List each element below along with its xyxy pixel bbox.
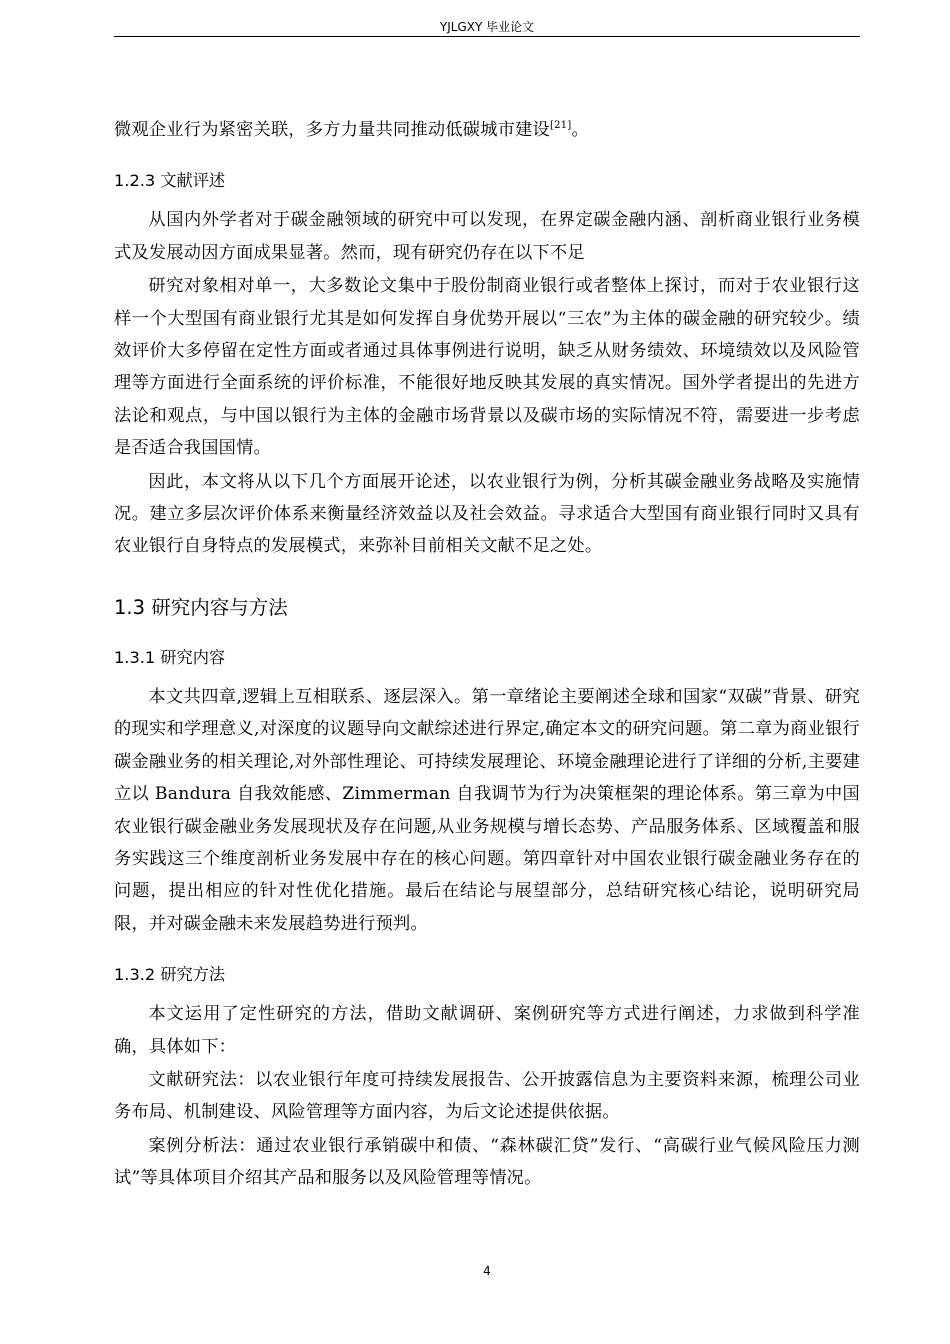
paragraph: 本文共四章,逻辑上互相联系、逐层深入。第一章绪论主要阐述全球和国家“双碳”背景、研究的现实和学理意义,对深度的议题导向文献综述进行界定,确定本文的研究问题。第二章为商业银行碳金融业务的相关理论,对外部性理论、可持续发展理论、环境金融理论进行了详细的分析,主要建立以 Bandura 自我效能感、Zimmerman 自我调节为行为决策框架的理论体系。第三章为中国农业银行碳金融业务发展现状及存在问题,从业务规模与增长态势、产品服务体系、区域覆盖和服务实践这三个维度剖析业务发展中存在的核心问题。第四章针对中国农业银行碳金融业务存在的问题，提出相应的针对性优化措施。最后在结论与展望部分，总结研究核心结论，说明研究局限，并对碳金融未来发展趋势进行预判。: [114, 686, 860, 934]
heading-1-3-1: 1.3.1 研究内容: [114, 647, 226, 667]
page-header: YJLGXY 毕业论文: [439, 20, 535, 34]
citation-ref: [21]: [549, 120, 572, 131]
continuation-paragraph: [114, 114, 860, 146]
continuation-text: 微观企业行为紧密关联，多方力量共同推动低碳城市建设: [114, 120, 550, 140]
paragraph: 研究对象相对单一，大多数论文集中于股份制商业银行或者整体上探讨，而对于农业银行这样一个大型国有商业银行尤其是如何发挥自身优势开展以“三农”为主体的碳金融的研究较少。绩效评价大多停留在定性方面或者通过具体事例进行说明，缺乏从财务绩效、环境绩效以及风险管理等方面进行全面系统的评价标准，不能很好地反映其发展的真实情况。国外学者提出的先进方法论和观点，与中国以银行为主体的金融市场背景以及碳市场的实际情况不符，需要进一步考虑是否适合我国国情。: [114, 276, 860, 459]
paragraph: 案例分析法：通过农业银行承销碳中和债、“森林碳汇贷”发行、“高碳行业气候风险压力测试”等具体项目介绍其产品和服务以及风险管理等情况。: [114, 1135, 860, 1189]
page-number: 4: [483, 1264, 491, 1278]
paragraph: 从国内外学者对于碳金融领域的研究中可以发现，在界定碳金融内涵、剖析商业银行业务模式及发展动因方面成果显著。然而，现有研究仍存在以下不足: [114, 210, 860, 263]
paragraph: 文献研究法：以农业银行年度可持续发展报告、公开披露信息为主要资料来源，梳理公司业务布局、机制建设、风险管理等方面内容，为后文论述提供依据。: [114, 1069, 860, 1123]
paragraph: 因此，本文将从以下几个方面展开论述，以农业银行为例，分析其碳金融业务战略及实施情况。建立多层次评价体系来衡量经济效益以及社会效益。寻求适合大型国有商业银行同时又具有农业银行自身特点的发展模式，来弥补目前相关文献不足之处。: [114, 471, 860, 557]
header-rule: [114, 36, 860, 37]
paragraph: 本文运用了定性研究的方法，借助文献调研、案例研究等方式进行阐述，力求做到科学准确，具体如下：: [114, 1004, 860, 1057]
heading-1-2-3: 1.2.3 文献评述: [114, 171, 226, 191]
continuation-end: 。: [571, 120, 589, 140]
page-body: [114, 114, 860, 1195]
heading-1-3-2: 1.3.2 研究方法: [114, 965, 226, 985]
heading-1-3: 1.3 研究内容与方法: [114, 595, 288, 619]
